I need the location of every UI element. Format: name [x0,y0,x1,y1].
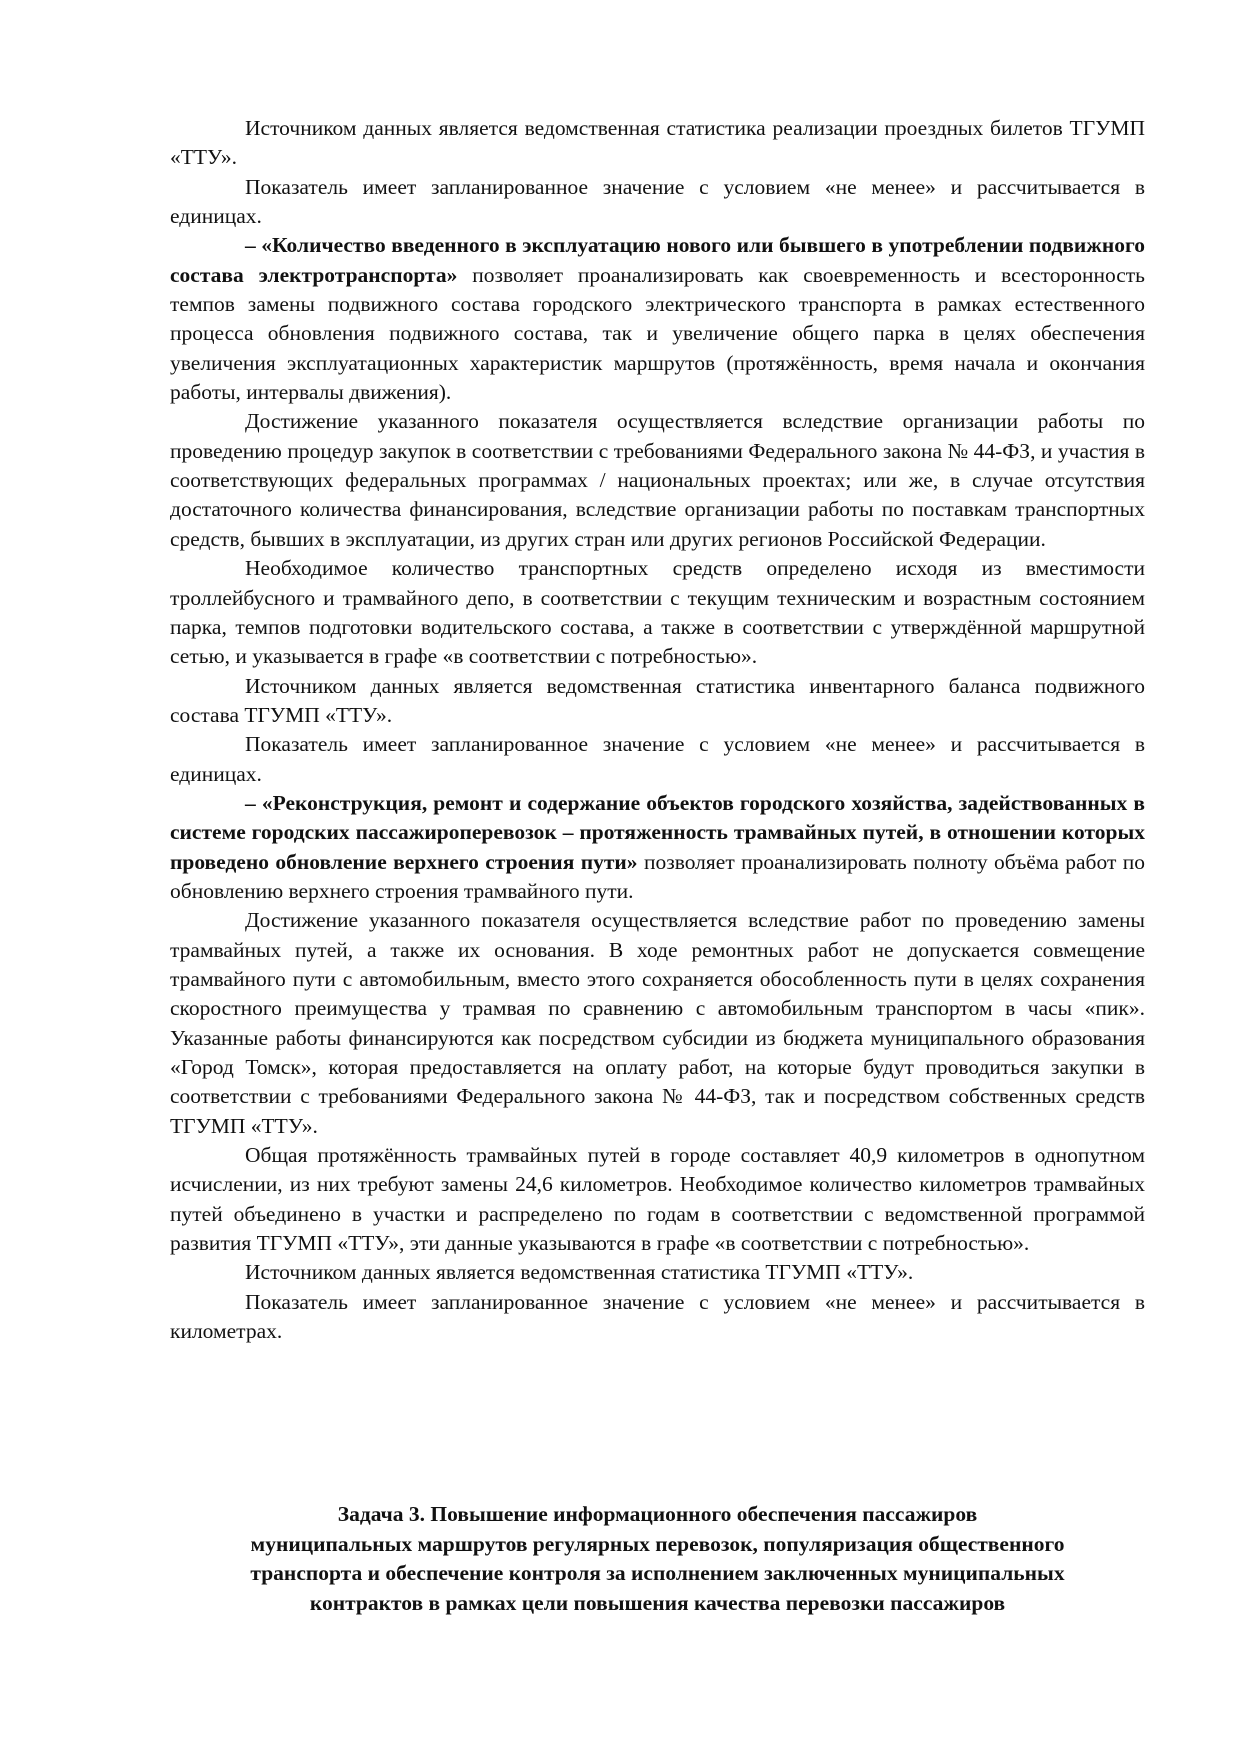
paragraph-rolling-stock-indicator: – «Количество введенного в эксплуатацию нового или бывшего в употреблении подвижного состава электротранспорта» позволяет проанализировать как своевременность и всесторонность темпов замены подвижного состава городского электрического транспорта в рамках естественного процесса обновления подвижного состава, так и увеличение общего парка в целях обеспечения увеличения эксплуатационных характеристик маршрутов (протяжённость, время начала и окончания работы, интервалы движения). [170,233,1145,405]
heading-line: транспорта и обеспечение контроля за исполнением заключенных муниципальных [250,1561,1065,1585]
paragraph-track-length: Общая протяжённость трамвайных путей в городе составляет 40,9 километров в однопутном исчислении, из них требуют замены 24,6 километров. Необходимое количество километров трамвайных путей объединено в участки и распределено по годам в соответствии с ведомственной программой развития ТГУМП «ТТУ», эти данные указываются в графе «в соответствии с потребностью». [170,1143,1145,1256]
paragraph-source-tickets: Источником данных является ведомственная статистика реализации проездных билетов ТГУМП «ТТУ». [170,116,1145,170]
paragraph-vehicle-quantity: Необходимое количество транспортных средств определено исходя из вместимости троллейбусного и трамвайного депо, в соответствии с текущим техническим и возрастным состоянием парка, темпов подготовки водительского состава, а также в соответствии с утверждённой маршрутной сетью, и указывается в графе «в соответствии с потребностью». [170,556,1145,669]
paragraph-source-inventory: Источником данных является ведомственная статистика инвентарного баланса подвижного состава ТГУМП «ТТУ». [170,673,1145,727]
heading-line: муниципальных маршрутов регулярных перевозок, популяризация общественного [250,1531,1065,1556]
body-text [170,114,1145,1346]
paragraph-track-replacement: Достижение указанного показателя осуществляется вследствие работ по проведению замены трамвайных путей, а также их основания. В ходе ремонтных работ не допускается совмещение трамвайного пути с автомобильным, вместо этого сохраняется обособленность пути в целях сохранения скоростного преимущества у трамвая по сравнению с автомобильным транспортом в часы «пик». Указанные работы финансируются как посредством субсидии из бюджета муниципального образования «Город Томск», которая предоставляется на оплату работ, на которые будут проводиться закупки в соответствии с требованиями Федерального закона № 44-ФЗ, так и посредством собственных средств ТГУМП «ТТУ». [170,908,1145,1138]
heading-line: Задача 3. Повышение информационного обеспечения пассажиров [337,1502,978,1526]
heading-line: контрактов в рамках цели повышения качества перевозки пассажиров [309,1590,1006,1615]
paragraph-indicator-units-1: Показатель имеет запланированное значение с условием «не менее» и рассчитывается в единицах. [170,174,1145,229]
paragraph-indicator-km: Показатель имеет запланированное значение с условием «не менее» и рассчитывается в километрах. [170,1289,1145,1344]
section-heading-task-3 [170,1500,1145,1618]
paragraph-tram-track-indicator: – «Реконструкция, ремонт и содержание объектов городского хозяйства, задействованных в системе городских пассажироперевозок – протяженность трамвайных путей, в отношении которых проведено обновление верхнего строения пути» позволяет проанализировать полноту объёма работ по обновлению верхнего строения трамвайного пути. [170,790,1145,903]
paragraph-procurement: Достижение указанного показателя осуществляется вследствие организации работы по проведению процедур закупок в соответствии с требованиями Федерального закона № 44-ФЗ, и участия в соответствующих федеральных программах / национальных проектах; или же, в случае отсутствия достаточного количества финансирования, вследствие организации работы по поставкам транспортных средств, бывших в эксплуатации, из других стран или других регионов Российской Федерации. [170,409,1145,551]
paragraph-indicator-units-2: Показатель имеет запланированное значение с условием «не менее» и рассчитывается в единицах. [170,732,1145,786]
indicator-title-tram-tracks: – «Реконструкция, ремонт и содержание объектов городского хозяйства, задействованных в системе городских пассажироперевозок – протяженность трамвайных путей, в отношении которых проведено обновление верхнего строения пути» [170,790,1145,874]
paragraph-source-statistics: Источником данных является ведомственная статистика ТГУМП «ТТУ». [245,1260,914,1285]
indicator-title-rolling-stock: – «Количество введенного в эксплуатацию нового или бывшего в употреблении подвижного состава электротранспорта» [170,233,1145,287]
